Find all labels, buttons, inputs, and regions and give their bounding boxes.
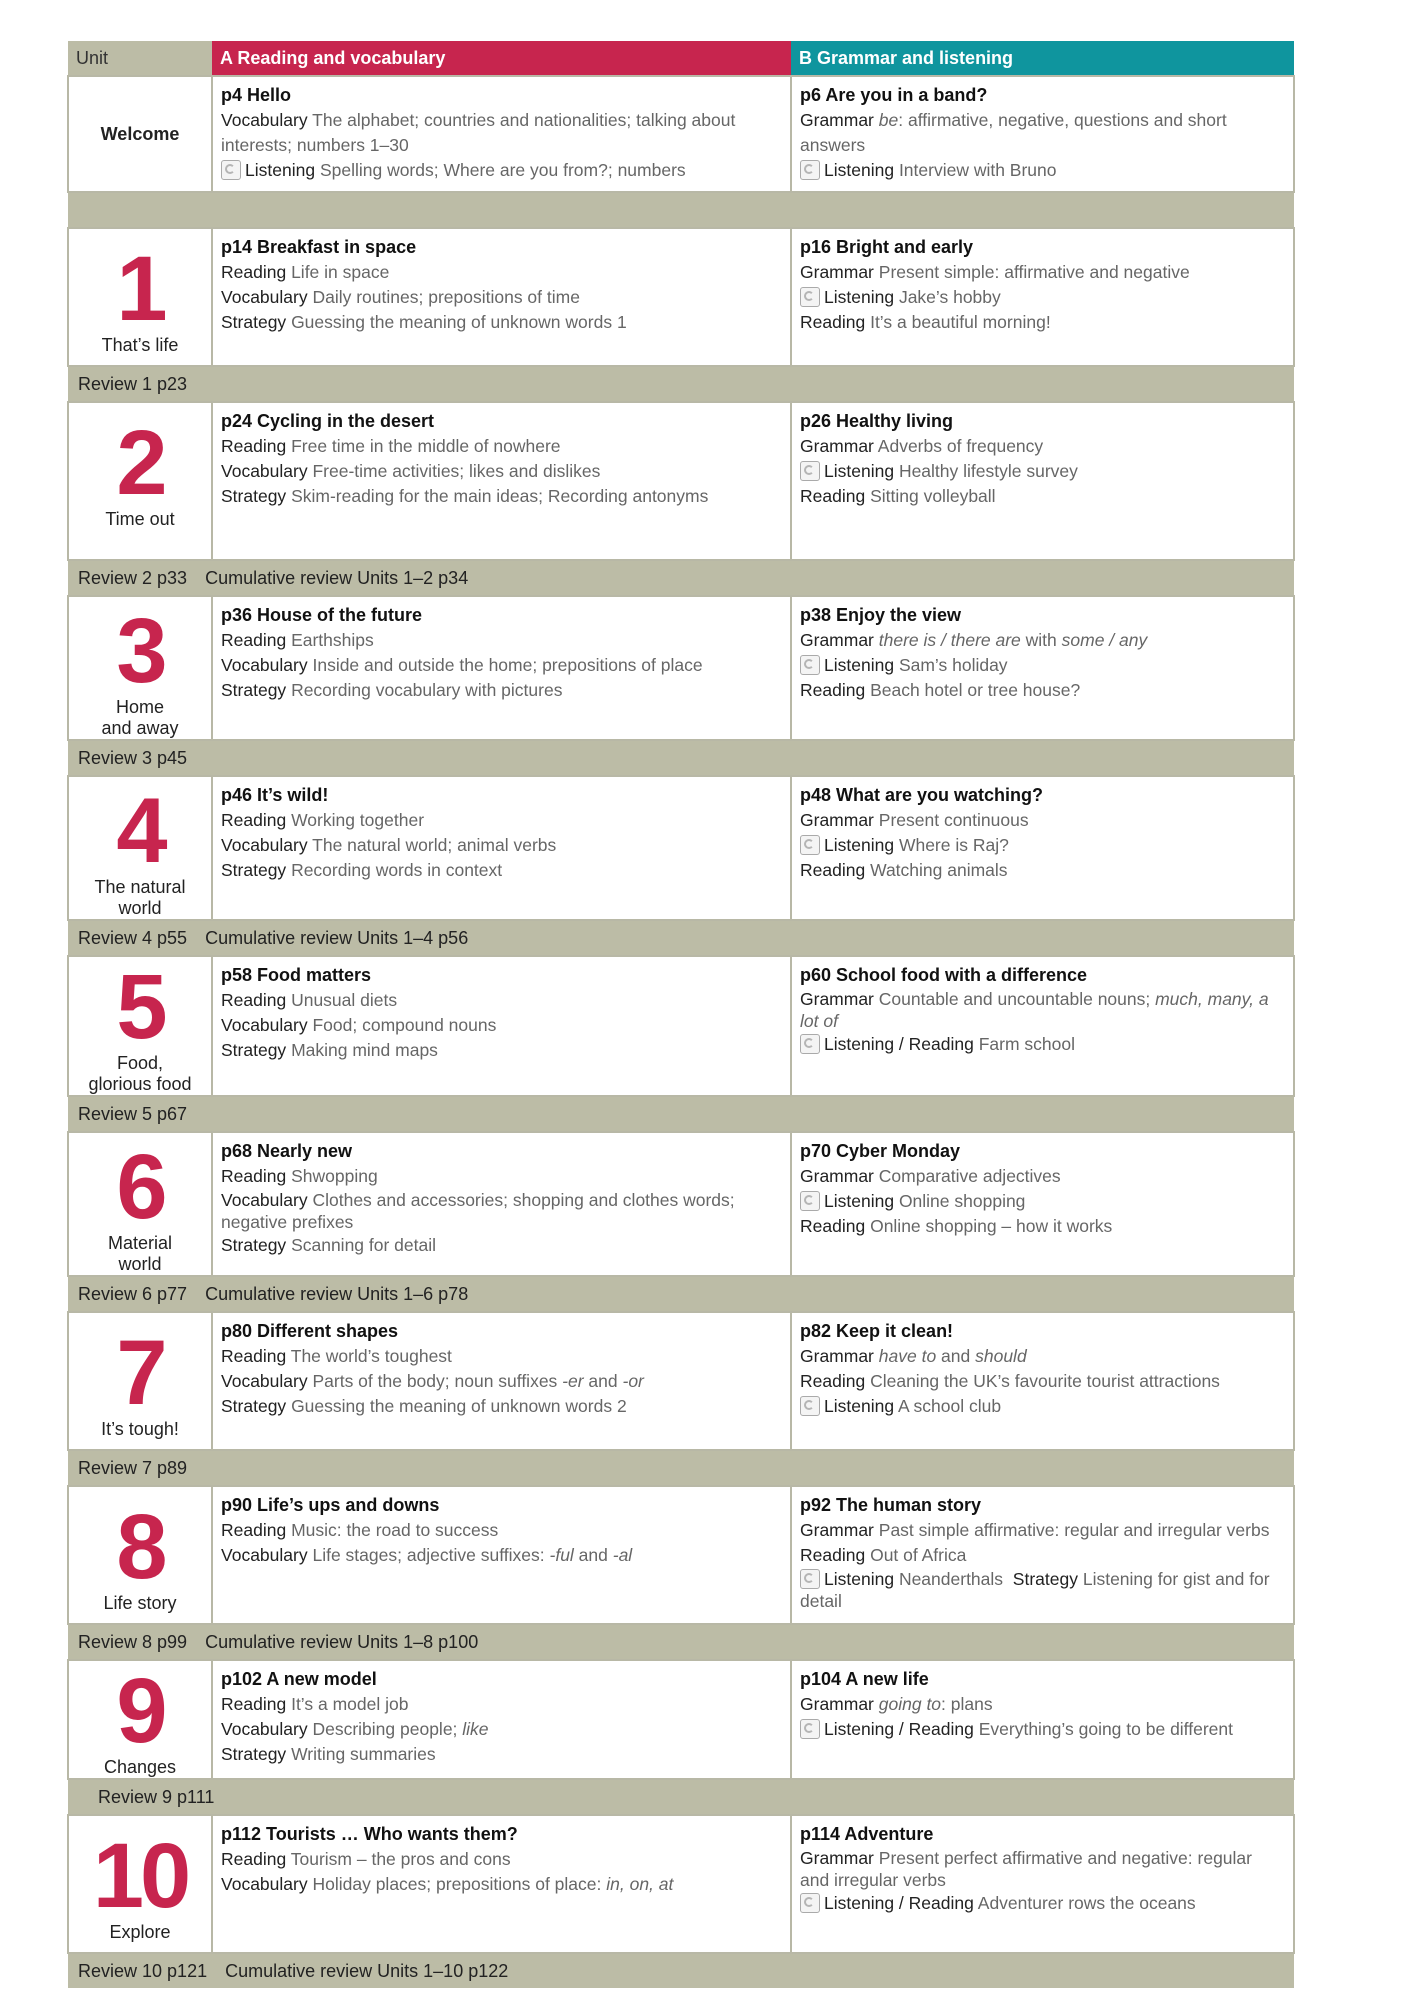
text: Online shopping – how it works <box>870 1216 1113 1236</box>
section-b <box>791 596 1294 740</box>
text: It’s a model job <box>291 1694 409 1714</box>
label: Vocabulary <box>221 1015 308 1035</box>
review-label: Review 4 p55 <box>78 927 188 948</box>
unit-number: 2 <box>116 412 164 514</box>
text: Present continuous <box>878 810 1029 830</box>
label: Strategy <box>221 312 287 332</box>
text: be <box>878 110 899 130</box>
section-a <box>212 228 791 366</box>
review-label: Review 10 p121 <box>78 1960 208 1981</box>
review-band <box>68 366 1294 402</box>
lesson-title: p24 Cycling in the desert <box>221 411 435 431</box>
label: Grammar <box>800 1694 874 1714</box>
section-a <box>212 1486 791 1624</box>
cumulative-review-label: Cumulative review Units 1–2 p34 <box>205 567 469 588</box>
unit-number: 1 <box>116 238 164 340</box>
unit-cell <box>68 776 212 920</box>
lesson-title: p16 Bright and early <box>800 237 974 257</box>
section-a <box>212 1660 791 1779</box>
label: Reading <box>800 312 866 332</box>
text: have to <box>878 1346 937 1366</box>
unit-name: Welcome <box>100 123 180 144</box>
text: Farm school <box>978 1034 1076 1054</box>
text: : plans <box>941 1694 993 1714</box>
label: Strategy <box>221 1235 287 1255</box>
label-vocabulary: Vocabulary <box>221 110 308 130</box>
text: Guessing the meaning of unknown words 1 <box>291 312 627 332</box>
label: Listening <box>824 1191 895 1211</box>
label: Strategy <box>221 680 287 700</box>
unit-number: 8 <box>116 1496 164 1598</box>
text: and <box>936 1346 976 1366</box>
review-band <box>68 1779 1294 1815</box>
label: Listening <box>824 1893 895 1913</box>
review-label: Review 6 p77 <box>78 1283 188 1304</box>
unit-row-2 <box>68 402 1294 560</box>
unit-cell <box>68 1660 212 1779</box>
text: Free time in the middle of nowhere <box>291 436 561 456</box>
label: Reading <box>221 1849 287 1869</box>
text: and <box>573 1545 613 1565</box>
unit-number: 10 <box>92 1825 188 1927</box>
unit-cell <box>68 402 212 560</box>
text: Where is Raj? <box>898 835 1009 855</box>
lesson-title: p4 Hello <box>221 85 292 105</box>
text: It’s a beautiful morning! <box>870 312 1051 332</box>
audio-icon <box>800 1034 820 1054</box>
section-b <box>791 776 1294 920</box>
unit-name-line2: world <box>118 898 162 918</box>
label: Reading <box>221 436 287 456</box>
section-b <box>791 1132 1294 1276</box>
lesson-title: p82 Keep it clean! <box>800 1321 954 1341</box>
text: Recording vocabulary with pictures <box>291 680 563 700</box>
unit-row-10 <box>68 1815 1294 1953</box>
label: Vocabulary <box>221 287 308 307</box>
text: with <box>1020 630 1062 650</box>
text: Past simple affirmative: regular and irregular verbs <box>878 1520 1270 1540</box>
label: Strategy <box>221 860 287 880</box>
label-listening: Listening <box>245 160 316 180</box>
label: Reading <box>221 990 287 1010</box>
unit-row-7 <box>68 1312 1294 1450</box>
text: Writing summaries <box>291 1744 436 1764</box>
unit-row-4 <box>68 776 1294 920</box>
audio-icon <box>800 1191 820 1211</box>
label: Reading <box>800 1545 866 1565</box>
contents-table-wrapper <box>67 41 1293 1988</box>
header-row <box>68 41 1294 76</box>
section-b <box>791 1486 1294 1624</box>
section-a <box>212 596 791 740</box>
text: -or <box>622 1371 644 1391</box>
text: Healthy lifestyle survey <box>898 461 1078 481</box>
label: Reading <box>908 1034 974 1054</box>
text: Guessing the meaning of unknown words 2 <box>291 1396 627 1416</box>
unit-name-line1: Home <box>115 697 164 717</box>
unit-number: 9 <box>116 1660 164 1762</box>
text: Unusual diets <box>291 990 398 1010</box>
label: Listening <box>824 835 895 855</box>
lesson-title: p114 Adventure <box>800 1824 934 1844</box>
label: Reading <box>221 1166 287 1186</box>
lesson-title: p70 Cyber Monday <box>800 1141 961 1161</box>
text: Earthships <box>291 630 374 650</box>
text: -er <box>562 1371 584 1391</box>
label: Reading <box>800 1216 866 1236</box>
review-band <box>68 1276 1294 1312</box>
text: Making mind maps <box>291 1040 438 1060</box>
label: Reading <box>221 810 287 830</box>
section-a <box>212 1815 791 1953</box>
label: Vocabulary <box>221 1545 308 1565</box>
label: Reading <box>908 1893 974 1913</box>
label: Vocabulary <box>221 1371 308 1391</box>
text: like <box>462 1719 489 1739</box>
text: Jake’s hobby <box>898 287 1001 307</box>
section-a <box>212 956 791 1096</box>
label: Grammar <box>800 989 874 1009</box>
label: Grammar <box>800 262 874 282</box>
label: Strategy <box>221 1396 287 1416</box>
unit-number: 3 <box>116 600 164 702</box>
text: should <box>975 1346 1027 1366</box>
text: Holiday places; prepositions of place: <box>312 1874 607 1894</box>
label: Grammar <box>800 630 874 650</box>
lesson-title: p38 Enjoy the view <box>800 605 962 625</box>
text: Online shopping <box>898 1191 1026 1211</box>
unit-number: 7 <box>116 1322 164 1424</box>
label: Reading <box>221 1346 287 1366</box>
label: Grammar <box>800 810 874 830</box>
unit-row-3 <box>68 596 1294 740</box>
label-listening: Listening <box>824 160 895 180</box>
audio-icon <box>800 1569 820 1589</box>
label: Strategy <box>1012 1569 1078 1589</box>
label: Listening <box>824 1569 895 1589</box>
label: Listening <box>824 1396 895 1416</box>
text: Present perfect affirmative and negative: regular and irregular verbs <box>800 1848 1252 1890</box>
label: Reading <box>908 1719 974 1739</box>
label: Vocabulary <box>221 655 308 675</box>
text: some / any <box>1061 630 1148 650</box>
audio-icon <box>800 160 820 180</box>
unit-number: 4 <box>116 780 164 882</box>
label: Reading <box>221 630 287 650</box>
text: and <box>583 1371 623 1391</box>
review-label: Review 3 p45 <box>78 747 188 768</box>
audio-icon <box>800 655 820 675</box>
review-band <box>68 1450 1294 1486</box>
text: Out of Africa <box>870 1545 967 1565</box>
text: much, many, a lot of <box>800 989 1269 1031</box>
lesson-title: p102 A new model <box>221 1669 377 1689</box>
unit-name-line1: The natural <box>94 877 186 897</box>
text: -al <box>612 1545 633 1565</box>
text: Sam’s holiday <box>898 655 1008 675</box>
text: Inside and outside the home; prepositions of place <box>312 655 703 675</box>
text: Cleaning the UK’s favourite tourist attractions <box>870 1371 1220 1391</box>
unit-cell <box>68 1312 212 1450</box>
unit-name-line2: glorious food <box>88 1074 192 1094</box>
text: Neanderthals <box>898 1569 1004 1589</box>
lesson-title: p104 A new life <box>800 1669 929 1689</box>
text: Describing people; <box>312 1719 463 1739</box>
lesson-title: p46 It’s wild! <box>221 785 329 805</box>
text: Free-time activities; likes and dislikes <box>312 461 601 481</box>
unit-name-line2: and away <box>101 718 179 738</box>
cumulative-review-label: Cumulative review Units 1–4 p56 <box>205 927 469 948</box>
review-band <box>68 1624 1294 1660</box>
section-b <box>791 76 1294 192</box>
text: The natural world; animal verbs <box>312 835 557 855</box>
section-a <box>212 776 791 920</box>
label: Grammar <box>800 1346 874 1366</box>
review-band <box>68 920 1294 956</box>
audio-icon <box>221 160 241 180</box>
unit-name-line2: world <box>118 1254 162 1274</box>
section-b <box>791 1815 1294 1953</box>
label: Vocabulary <box>221 1190 308 1210</box>
text: Life in space <box>291 262 390 282</box>
audio-icon <box>800 287 820 307</box>
cumulative-review-label: Cumulative review Units 1–6 p78 <box>205 1283 469 1304</box>
unit-cell <box>68 956 212 1096</box>
audio-icon <box>800 835 820 855</box>
label: Listening <box>824 1719 895 1739</box>
lesson-title: p14 Breakfast in space <box>221 237 417 257</box>
review-label: Review 5 p67 <box>78 1103 188 1124</box>
text: Adventurer rows the oceans <box>977 1893 1196 1913</box>
lesson-title: p68 Nearly new <box>221 1141 353 1161</box>
text: The alphabet; countries and nationalities; talking about interests; numbers 1–30 <box>221 110 736 155</box>
lesson-title: p112 Tourists … Who wants them? <box>221 1824 518 1844</box>
lesson-title: p60 School food with a difference <box>800 965 1088 985</box>
label: Vocabulary <box>221 461 308 481</box>
header-grammar-listening: B Grammar and listening <box>791 41 1294 76</box>
text: A school club <box>897 1396 1002 1416</box>
lesson-title: p6 Are you in a band? <box>800 85 988 105</box>
unit-cell <box>68 1132 212 1276</box>
review-label: Review 1 p23 <box>78 373 188 394</box>
review-band <box>68 1096 1294 1132</box>
text: Parts of the body; noun suffixes <box>312 1371 563 1391</box>
unit-row-8 <box>68 1486 1294 1624</box>
unit-name: Time out <box>105 509 175 529</box>
text: Daily routines; prepositions of time <box>312 287 580 307</box>
text: there is / there are <box>878 630 1021 650</box>
label: Vocabulary <box>221 835 308 855</box>
label-grammar: Grammar <box>800 110 874 130</box>
unit-name-line1: Material <box>107 1233 173 1253</box>
text: Interview with Bruno <box>898 160 1057 180</box>
unit-cell <box>68 228 212 366</box>
label: Grammar <box>800 1166 874 1186</box>
unit-row-welcome <box>68 76 1294 192</box>
label: Reading <box>800 680 866 700</box>
text: Beach hotel or tree house? <box>870 680 1081 700</box>
separator: / <box>894 1893 909 1913</box>
section-b <box>791 956 1294 1096</box>
text: going to <box>878 1694 942 1714</box>
unit-cell <box>68 596 212 740</box>
review-label: Review 2 p33 <box>78 567 188 588</box>
lesson-title: p26 Healthy living <box>800 411 954 431</box>
review-band <box>68 1953 1294 1988</box>
unit-row-9 <box>68 1660 1294 1779</box>
label: Reading <box>800 1371 866 1391</box>
text: Tourism – the pros and cons <box>290 1849 511 1869</box>
lesson-title: p90 Life’s ups and downs <box>221 1495 440 1515</box>
unit-row-6 <box>68 1132 1294 1276</box>
section-a <box>212 1132 791 1276</box>
lesson-title: p36 House of the future <box>221 605 423 625</box>
section-b <box>791 1312 1294 1450</box>
cumulative-review-label: Cumulative review Units 1–10 p122 <box>225 1960 509 1981</box>
label: Reading <box>221 1694 287 1714</box>
text: Scanning for detail <box>291 1235 437 1255</box>
label: Grammar <box>800 1520 874 1540</box>
text: Working together <box>291 810 425 830</box>
unit-number: 5 <box>116 956 164 1058</box>
text: Listening for gist and for detail <box>800 1569 1270 1611</box>
unit-cell <box>68 76 212 192</box>
text: Skim-reading for the main ideas; Recording antonyms <box>291 486 709 506</box>
label: Reading <box>221 1520 287 1540</box>
label: Vocabulary <box>221 1719 308 1739</box>
audio-icon <box>800 1396 820 1416</box>
label: Grammar <box>800 436 874 456</box>
label: Strategy <box>221 486 287 506</box>
text: Life stages; adjective suffixes: <box>312 1545 550 1565</box>
label: Strategy <box>221 1744 287 1764</box>
text: Present simple: affirmative and negative <box>878 262 1190 282</box>
unit-cell <box>68 1815 212 1953</box>
label: Reading <box>221 262 287 282</box>
review-label: Review 9 p111 <box>98 1786 215 1807</box>
lesson-title: p80 Different shapes <box>221 1321 399 1341</box>
separator: / <box>894 1034 909 1054</box>
section-b <box>791 402 1294 560</box>
label: Reading <box>800 860 866 880</box>
unit-name: Changes <box>103 1757 177 1777</box>
label: Listening <box>824 287 895 307</box>
text: Clothes and accessories; shopping and clothes words; negative prefixes <box>221 1190 735 1232</box>
text: Music: the road to success <box>291 1520 499 1540</box>
review-band <box>68 560 1294 596</box>
label: Reading <box>800 486 866 506</box>
label: Listening <box>824 1034 895 1054</box>
text: Spelling words; Where are you from?; numbers <box>319 160 686 180</box>
text: Adverbs of frequency <box>877 436 1044 456</box>
review-label: Review 8 p99 <box>78 1631 188 1652</box>
label: Vocabulary <box>221 1874 308 1894</box>
section-a <box>212 76 791 192</box>
text: -ful <box>549 1545 574 1565</box>
review-band <box>68 740 1294 776</box>
separator-band <box>68 192 1294 228</box>
section-b <box>791 228 1294 366</box>
header-unit: Unit <box>68 41 212 76</box>
audio-icon <box>800 461 820 481</box>
lesson-title: p92 The human story <box>800 1495 982 1515</box>
audio-icon <box>800 1719 820 1739</box>
section-a <box>212 1312 791 1450</box>
lesson-title: p58 Food matters <box>221 965 372 985</box>
text: Shwopping <box>291 1166 378 1186</box>
unit-name: That’s life <box>101 335 179 355</box>
separator: / <box>894 1719 909 1739</box>
text: in, on, at <box>606 1874 674 1894</box>
unit-name: It’s tough! <box>101 1419 179 1439</box>
lesson-title: p48 What are you watching? <box>800 785 1044 805</box>
unit-name-line1: Food, <box>116 1053 164 1073</box>
audio-icon <box>800 1893 820 1913</box>
unit-number: 6 <box>116 1136 164 1238</box>
label: Listening <box>824 461 895 481</box>
text: Sitting volleyball <box>870 486 996 506</box>
text: Comparative adjectives <box>878 1166 1061 1186</box>
unit-cell <box>68 1486 212 1624</box>
contents-table <box>67 41 1295 1988</box>
text: : affirmative, negative, questions and short answers <box>800 110 1227 155</box>
unit-name: Explore <box>109 1922 171 1942</box>
unit-row-1 <box>68 228 1294 366</box>
text: Everything’s going to be different <box>978 1719 1233 1739</box>
text: Countable and uncountable nouns; <box>878 989 1156 1009</box>
section-b <box>791 1660 1294 1779</box>
review-label: Review 7 p89 <box>78 1457 188 1478</box>
text: Recording words in context <box>291 860 503 880</box>
label: Listening <box>824 655 895 675</box>
header-reading-vocabulary: A Reading and vocabulary <box>212 41 791 76</box>
text: Watching animals <box>870 860 1008 880</box>
section-a <box>212 402 791 560</box>
text: Food; compound nouns <box>312 1015 497 1035</box>
unit-name: Life story <box>103 1593 177 1613</box>
cumulative-review-label: Cumulative review Units 1–8 p100 <box>205 1631 479 1652</box>
unit-row-5 <box>68 956 1294 1096</box>
label: Strategy <box>221 1040 287 1060</box>
text: The world’s toughest <box>290 1346 452 1366</box>
label: Grammar <box>800 1848 874 1868</box>
